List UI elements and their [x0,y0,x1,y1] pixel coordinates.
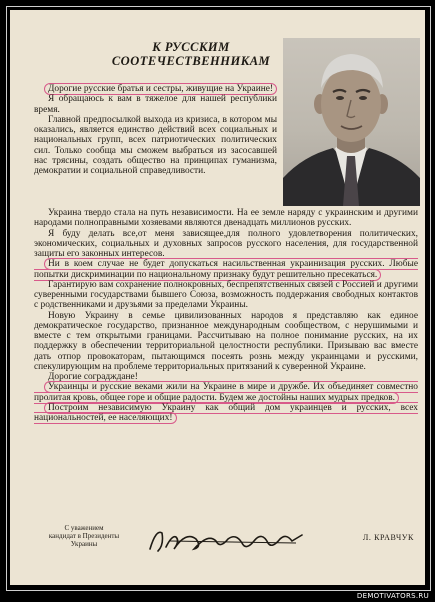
handwritten-signature [146,525,306,555]
respect-line: С уважением [64,524,104,532]
greeting-paragraph [34,84,277,94]
signature-block [34,521,418,555]
title-line-1: К РУССКИМ [152,40,230,54]
candidate-portrait [283,38,420,206]
paragraph: Гарантирую вам сохранение полнокровных, беспрепятственных связей с Россией и другими суверенными государствами бывшего Союза, возможность поддержания свободных контактов с родственниками и друзьями за пределами Украины. [34,279,418,311]
highlighted-paragraph [34,403,418,424]
leaflet-title [96,40,286,68]
highlighted-paragraph [34,259,418,280]
paragraph: Украина твердо стала на путь независимости. На ее земле наряду с украинским и другими народами полноправными хозяевами являются двенадцать миллионов русских. [34,208,418,229]
site-watermark: DEMOTIVATORS.RU [356,592,429,600]
paragraph: Дорогие соградждане! [48,372,138,382]
leaflet-page [10,10,425,585]
closing-respect [38,524,130,548]
respect-line: Украины [70,540,98,548]
highlight-friendship: Украинцы и русские веками жили на Украине в мире и дружбе. Их объединяет совместно пролитая кровь, общее горе и общие радости. Будем же достойны наших мудрых предков. [34,382,418,403]
title-line-2: СООТЕЧЕСТВЕННИКАМ [111,54,271,68]
paragraph: Я обращаюсь к вам в тяжелое для нашей республики время. [34,94,277,115]
highlight-no-ukrainization: Ни в коем случае не будет допускаться насильственная украинизация русских. Любые попытки дискриминации по национальному признаку будут решительно пресекаться. [34,259,418,280]
signer-name: Л. КРАВЧУК [362,533,414,542]
text-column-wide [34,208,418,423]
paragraph: Я буду делать все,от меня зависящее,для полного удовлетворения политических, экономических, социальных и духовных запросов русского населения, для государственной защиты его законных интересов. [34,228,418,259]
highlighted-greeting: Дорогие русские братья и сестры, живущие на Украине! [44,83,277,95]
paragraph: Новую Украину в семье цивилизованных народов я представляю как единое демократическое государство, признанное международным сообществом, с нерушимыми и вместе с тем открытыми границами. Рассчитываю на полное понимание русских, на их поддержку в обеспечении территориальной целостности республики. Призываю вас вместе дать отпор провокаторам, пытающимся посеять рознь между украинцами и русскими, спекулирующим на проблеме территориальных притязаний к суверенной Украине. [34,310,418,372]
highlight-common-home: Построим независимую Украину как общий дом украинцев и русских, всех национальностей, ее населяющих! [34,402,418,423]
paragraph: Главной предпосылкой выхода из кризиса, в котором мы оказались, является единство действий всех социальных и национальных групп, всех патриотических политических сил. Только сообща мы сможем выбраться из засосавшей нас трясины, создать общество на принципах гуманизма, демократии и социальной справедливости. [34,114,277,176]
portrait-drawing [283,38,420,206]
highlighted-paragraph [34,382,418,403]
text-column-narrow [34,84,277,176]
respect-line: кандидат в Президенты [48,532,120,540]
